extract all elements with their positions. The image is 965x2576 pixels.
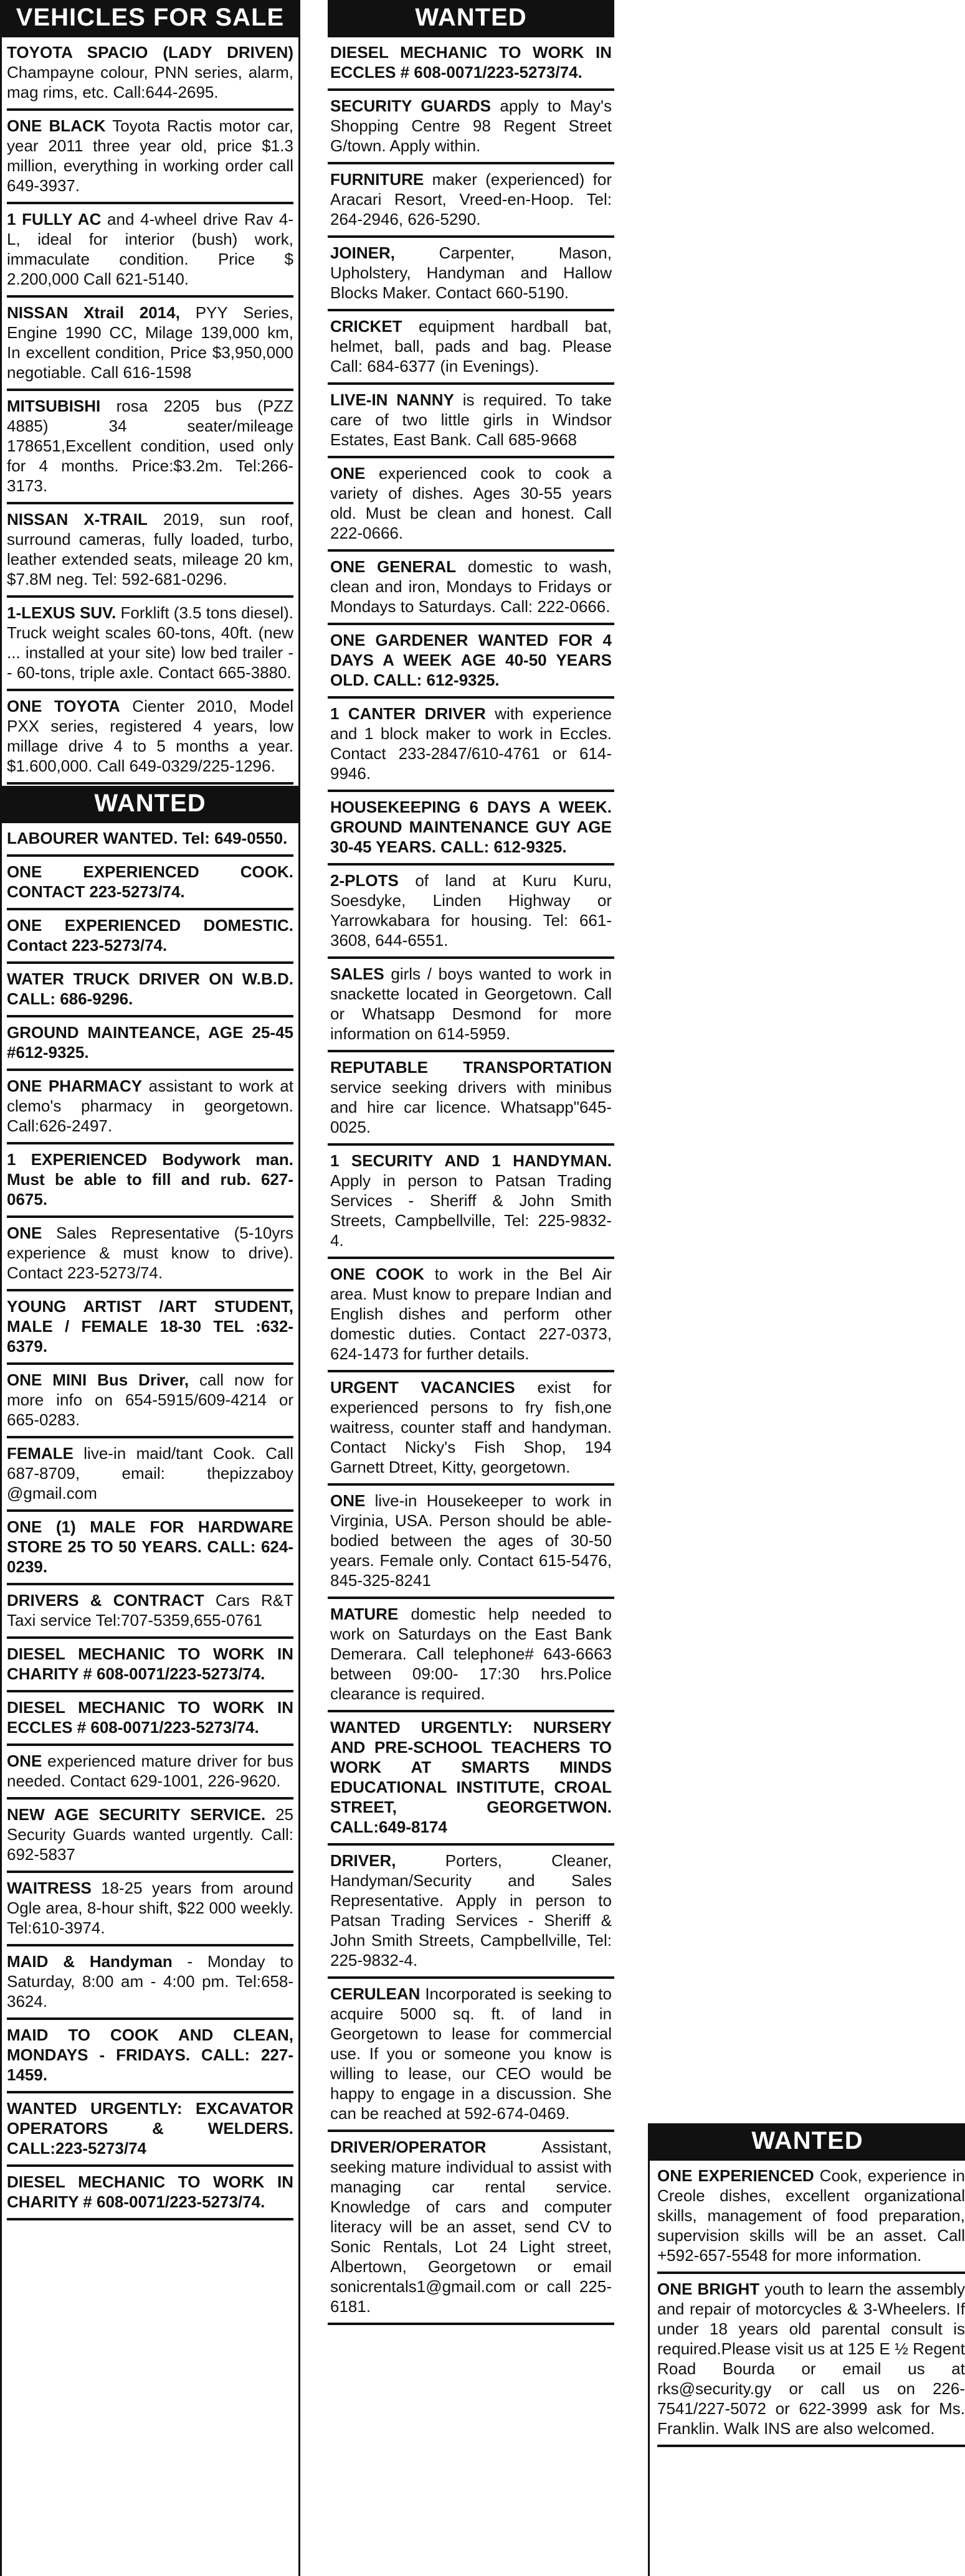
ad-body: and 4-wheel drive Rav 4-L, ideal for interior (bush) work, immaculate condition. Price $ 2.200,000 Call 621-5140. <box>7 210 293 288</box>
classified-ad <box>7 1512 293 1585</box>
classified-ad <box>328 238 614 311</box>
wanted-left-header: WANTED <box>2 786 298 823</box>
classified-ad <box>328 866 614 959</box>
classified-ad <box>7 598 293 691</box>
classified-ad <box>7 2167 293 2220</box>
ad-lead: DIESEL MECHANIC TO WORK IN CHARITY # 608-0071/223-5273/74. <box>7 2173 293 2211</box>
ad-lead: FEMALE <box>7 1444 74 1463</box>
classified-ad <box>7 2093 293 2167</box>
classified-ad <box>7 111 293 204</box>
classified-ad <box>328 91 614 164</box>
classified-ad <box>328 1146 614 1259</box>
ad-body: Toyota Ractis motor car, year 2011 three year old, price $1.3 million, everything in working order call 649-3937. <box>7 116 293 195</box>
ad-lead: WANTED URGENTLY: NURSERY AND PRE-SCHOOL TEACHERS TO WORK AT SMARTS MINDS EDUCATIONAL INSTITUTE, CROAL STREET, GEORGETWON. CALL:649-8174 <box>330 1718 612 1836</box>
ad-body: rosa 2205 bus (PZZ 4885) 34 seater/mileage 178651,Excellent condition, used only for 4 months. Price:$3.2m. Tel:266-3173. <box>7 397 293 495</box>
classified-ad <box>7 2020 293 2093</box>
classified-ad <box>657 2274 965 2447</box>
ad-lead: 1 CANTER DRIVER <box>330 704 486 723</box>
ad-body: Cars R&T Taxi service Tel:707-5359,655-0761 <box>7 1591 294 1630</box>
classified-ad <box>328 1052 614 1146</box>
classified-ad <box>328 311 614 385</box>
ad-lead: DRIVERS & CONTRACT <box>7 1591 204 1610</box>
classified-ad <box>328 1372 614 1486</box>
ad-lead: ONE GARDENER WANTED FOR 4 DAYS A WEEK AGE 40-50 YEARS OLD. CALL: 612-9325. <box>330 631 612 689</box>
ad-lead: ONE <box>7 1752 42 1770</box>
ad-lead: ONE EXPERIENCED DOMESTIC. Contact 223-5273/74. <box>7 916 293 955</box>
classified-ad <box>7 1291 293 1365</box>
ad-body: 2019, sun roof, surround cameras, fully loaded, turbo, leather extended seats, mileage 20 km, $7.8M neg. Tel: 592-681-0296. <box>7 510 293 588</box>
classified-ad <box>328 1979 614 2132</box>
classified-ad <box>328 1599 614 1712</box>
classified-ad <box>328 1259 614 1372</box>
ad-body: Assistant, seeking mature individual to assist with managing car rental service. Knowledge of cars and computer literacy will be an asset, send CV to Sonic Rentals, Lot 24 Light street, Albertown, Georgetown or email sonicrentals1@gmail.com or call 225-6181. <box>330 2138 612 2316</box>
ad-body: equipment hardball bat, helmet, ball, pads and bag. Please Call: 684-6377 (in Evenings). <box>330 317 612 375</box>
ad-lead: 1 SECURITY AND 1 HANDYMAN. <box>330 1151 612 1170</box>
ad-lead: 1 FULLY AC <box>7 210 102 229</box>
ad-lead: 1 EXPERIENCED Bodywork man. Must be able to fill and rub. 627-0675. <box>7 1150 293 1209</box>
classified-ad <box>7 1071 293 1144</box>
ad-lead: ONE (1) MALE FOR HARDWARE STORE 25 TO 50 YEARS. CALL: 624-0239. <box>7 1517 293 1576</box>
ad-body: call now for more info on 654-5915/609-4214 or 665-0283. <box>7 1371 293 1429</box>
ad-body: to work in the Bel Air area. Must know to prepare Indian and English dishes and perform other domestic duties. Contact 227-0373, 624-1473 for further details. <box>330 1265 612 1363</box>
classified-ad <box>7 1946 293 2020</box>
classified-ad <box>328 552 614 625</box>
ad-lead: FURNITURE <box>330 170 424 189</box>
classified-ad <box>328 385 614 458</box>
ad-body: exist for experienced persons to fry fish,one waitress, counter staff and handyman. Contact Nicky's Fish Shop, 194 Garnett Dtreet, Kitty, georgetown. <box>330 1378 612 1476</box>
ad-lead: CERULEAN <box>330 1984 421 2003</box>
wanted-left-ads <box>7 823 293 2220</box>
ad-lead: ONE COOK <box>330 1265 425 1283</box>
classified-ad <box>7 391 293 504</box>
middle-column <box>328 0 614 2325</box>
ad-lead: HOUSEKEEPING 6 DAYS A WEEK. GROUND MAINTENANCE GUY AGE 30-45 YEARS. CALL: 612-9325. <box>330 798 612 856</box>
classified-ad <box>7 823 293 857</box>
ad-lead: WAITRESS <box>7 1879 92 1897</box>
classified-ad <box>328 1712 614 1846</box>
ad-lead: ONE EXPERIENCED <box>657 2166 814 2185</box>
vehicles-ads <box>7 37 293 785</box>
ad-lead: 1-LEXUS SUV. <box>7 603 116 622</box>
ad-body: is required. To take care of two little girls in Windsor Estates, East Bank. Call 685-9668 <box>330 390 612 449</box>
ad-lead: DIESEL MECHANIC TO WORK IN ECCLES # 608-0071/223-5273/74. <box>7 1698 293 1737</box>
classified-ad <box>7 1746 293 1800</box>
ad-body: Apply in person to Patsan Trading Services - Sheriff & John Smith Streets, Campbellville, Tel: 225-9832-4. <box>330 1171 612 1250</box>
ad-lead: MAID & Handyman <box>7 1952 173 1971</box>
ad-body: Sales Representative (5-10yrs experience & must know to drive). Contact 223-5273/74. <box>7 1224 293 1282</box>
left-column <box>0 0 300 2576</box>
classified-ad <box>328 37 614 91</box>
ad-lead: ONE EXPERIENCED COOK. CONTACT 223-5273/74. <box>7 862 293 901</box>
ad-body: Carpenter, Mason, Upholstery, Handyman and Hallow Blocks Maker. Contact 660-5190. <box>330 243 612 302</box>
ad-lead: ONE BRIGHT <box>657 2280 760 2298</box>
ad-lead: ONE BLACK <box>7 116 106 135</box>
ad-body: Cook, experience in Creole dishes, excellent organizational skills, management of food preparation, supervision skills will be an asset. Call +592-657-5548 for more information. <box>657 2166 965 2265</box>
ad-body: Forklift (3.5 tons diesel). Truck weight scales 60-tons, 40ft. (new ... installed at your site) low bed trailer -- 60-tons, triple axle. Contact 665-3880. <box>7 603 293 682</box>
ad-lead: 2-PLOTS <box>330 871 399 890</box>
ad-lead: LIVE-IN NANNY <box>330 390 454 409</box>
classified-ad <box>7 1585 293 1639</box>
ad-lead: CRICKET <box>330 317 402 336</box>
ad-lead: MATURE <box>330 1605 399 1623</box>
classified-ad <box>328 1846 614 1979</box>
classified-ad <box>328 458 614 552</box>
ad-body: 25 Security Guards wanted urgently. Call: 692-5837 <box>7 1805 293 1864</box>
ad-lead: LABOURER WANTED. Tel: 649-0550. <box>7 829 288 847</box>
ad-lead: JOINER, <box>330 243 396 262</box>
classified-ad <box>7 1438 293 1512</box>
classified-ad <box>7 910 293 964</box>
classified-ad <box>7 204 293 298</box>
ad-lead: URGENT VACANCIES <box>330 1378 515 1397</box>
ad-lead: ONE <box>330 1491 366 1510</box>
ad-body: 18-25 years from around Ogle area, 8-hour shift, $22 000 weekly. Tel:610-3974. <box>7 1879 293 1937</box>
ad-lead: WATER TRUCK DRIVER ON W.B.D. CALL: 686-9296. <box>7 970 293 1008</box>
ad-lead: NISSAN Xtrail 2014, <box>7 303 180 322</box>
classified-ad <box>7 1873 293 1946</box>
right-column <box>648 2123 965 2576</box>
ad-lead: ONE TOYOTA <box>7 697 120 715</box>
classified-ad <box>328 1486 614 1599</box>
wanted-middle-ads <box>328 37 614 2325</box>
classified-ad <box>7 1144 293 1218</box>
ad-lead: ONE <box>7 1224 42 1242</box>
classified-ad <box>7 1639 293 1692</box>
wanted-right-ads <box>657 2161 965 2447</box>
ad-lead: DRIVER, <box>330 1851 396 1870</box>
classified-ad <box>328 792 614 866</box>
ad-body: PYY Series, Engine 1990 CC, Milage 139,000 km, In excellent condition, Price $3,950,000 negotiable. Call 616-1598 <box>7 303 293 382</box>
ad-body: Porters, Cleaner, Handyman/Security and Sales Representative. Apply in person to Patsan Trading Services - Sheriff & John Smith Streets, Campbellville, Tel: 225-9832-4. <box>330 1851 612 1970</box>
classified-ad <box>7 1017 293 1071</box>
ad-lead: ONE <box>330 464 366 483</box>
ad-lead: DIESEL MECHANIC TO WORK IN CHARITY # 608-0071/223-5273/74. <box>7 1644 293 1683</box>
classified-ad <box>7 1365 293 1438</box>
classified-ad <box>7 1218 293 1291</box>
classified-ad <box>328 699 614 792</box>
ad-lead: YOUNG ARTIST /ART STUDENT, MALE / FEMALE 18-30 TEL :632-6379. <box>7 1297 293 1356</box>
classified-ad <box>657 2161 965 2274</box>
ad-body: apply to May's Shopping Centre 98 Regent Street G/town. Apply within. <box>330 97 612 155</box>
ad-lead: MITSUBISHI <box>7 397 101 415</box>
ad-lead: DIESEL MECHANIC TO WORK IN ECCLES # 608-0071/223-5273/74. <box>330 43 612 82</box>
ad-body: domestic help needed to work on Saturdays on the East Bank Demerara. Call telephone# 643-6663 between 09:00- 17:30 hrs.Police clearance is required. <box>330 1605 612 1703</box>
ad-lead: NEW AGE SECURITY SERVICE. <box>7 1805 266 1824</box>
ad-body: domestic to wash, clean and iron, Mondays to Fridays or Mondays to Saturdays. Call: 222-0666. <box>330 557 612 616</box>
ad-body: Cienter 2010, Model PXX series, registered 4 years, low millage drive 4 to 5 months a year. $1.600,000. Call 649-0329/225-1296. <box>7 697 293 775</box>
ad-lead: SALES <box>330 965 384 983</box>
ad-lead: TOYOTA SPACIO (LADY DRIVEN) <box>7 43 293 62</box>
classified-ad <box>7 1692 293 1746</box>
ad-lead: GROUND MAINTEANCE, AGE 25-45 #612-9325. <box>7 1023 293 1062</box>
ad-body: live-in maid/tant Cook. Call 687-8709, email: thepizzaboy @gmail.com <box>7 1444 293 1503</box>
classified-ad <box>328 2132 614 2325</box>
classified-ad <box>7 37 293 111</box>
ad-body: youth to learn the assembly and repair of motorcycles & 3-Wheelers. If under 18 years old parental consult is required.Please visit us at 125 E ½ Regent Road Bourda or email us at rks@security.gy or call us on 226-7541/227-5072 or 622-3999 ask for Ms. Franklin. Walk INS are also welcomed. <box>657 2280 965 2438</box>
classified-ad <box>7 504 293 598</box>
wanted-middle-header: WANTED <box>328 0 614 37</box>
ad-lead: WANTED URGENTLY: EXCAVATOR OPERATORS & WELDERS. CALL:223-5273/74 <box>7 2099 293 2158</box>
ad-body: experienced mature driver for bus needed. Contact 629-1001, 226-9620. <box>7 1752 293 1790</box>
ad-body: - Monday to Saturday, 8:00 am - 4:00 pm. Tel:658-3624. <box>7 1952 294 2011</box>
classified-ad <box>7 1800 293 1873</box>
ad-lead: MAID TO COOK AND CLEAN, MONDAYS - FRIDAYS. CALL: 227-1459. <box>7 2026 293 2084</box>
wanted-right-header: WANTED <box>650 2123 965 2161</box>
ad-body: live-in Housekeeper to work in Virginia, USA. Person should be able-bodied between the ages of 30-50 years. Female only. Contact 615-5476, 845-325-8241 <box>330 1491 612 1590</box>
classified-ad <box>7 691 293 785</box>
ad-body: of land at Kuru Kuru, Soesdyke, Linden Highway or Yarrowkabara for housing. Tel: 661-3608, 644-6551. <box>330 871 612 950</box>
ad-lead: REPUTABLE TRANSPORTATION <box>330 1058 612 1077</box>
ad-lead: ONE PHARMACY <box>7 1077 143 1095</box>
ad-lead: DRIVER/OPERATOR <box>330 2138 487 2156</box>
classified-ad <box>7 964 293 1017</box>
ad-body: service seeking drivers with minibus and hire car licence. Whatsapp"645-0025. <box>330 1078 612 1136</box>
classified-ad <box>328 625 614 699</box>
ad-body: Champayne colour, PNN series, alarm, mag rims, etc. Call:644-2695. <box>7 63 293 101</box>
vehicles-header: VEHICLES FOR SALE <box>2 0 298 37</box>
ad-body: assistant to work at clemo's pharmacy in georgetown. Call:626-2497. <box>7 1077 293 1135</box>
classified-ad <box>328 959 614 1052</box>
classified-ad <box>7 857 293 910</box>
ad-lead: SECURITY GUARDS <box>330 97 492 115</box>
ad-lead: ONE MINI Bus Driver, <box>7 1371 189 1389</box>
ad-lead: NISSAN X-TRAIL <box>7 510 148 529</box>
ad-lead: ONE GENERAL <box>330 557 457 576</box>
ad-body: experienced cook to cook a variety of dishes. Ages 30-55 years old. Must be clean and honest. Call 222-0666. <box>330 464 612 542</box>
ad-body: with experience and 1 block maker to work in Eccles. Contact 233-2847/610-4761 or 614-9946. <box>330 704 612 783</box>
classified-ad <box>328 164 614 238</box>
classified-ad <box>7 298 293 391</box>
ad-body: Incorporated is seeking to acquire 5000 sq. ft. of land in Georgetown to lease for commercial use. If you or someone you know is willing to lease, our CEO would be happy to engage in a discussion. She can be reached at 592-674-0469. <box>330 1984 612 2123</box>
ad-body: maker (experienced) for Aracari Resort, Vreed-en-Hoop. Tel: 264-2946, 626-5290. <box>330 170 612 229</box>
ad-body: girls / boys wanted to work in snackette located in Georgetown. Call or Whatsapp Desmond for more information on 614-5959. <box>330 965 612 1043</box>
